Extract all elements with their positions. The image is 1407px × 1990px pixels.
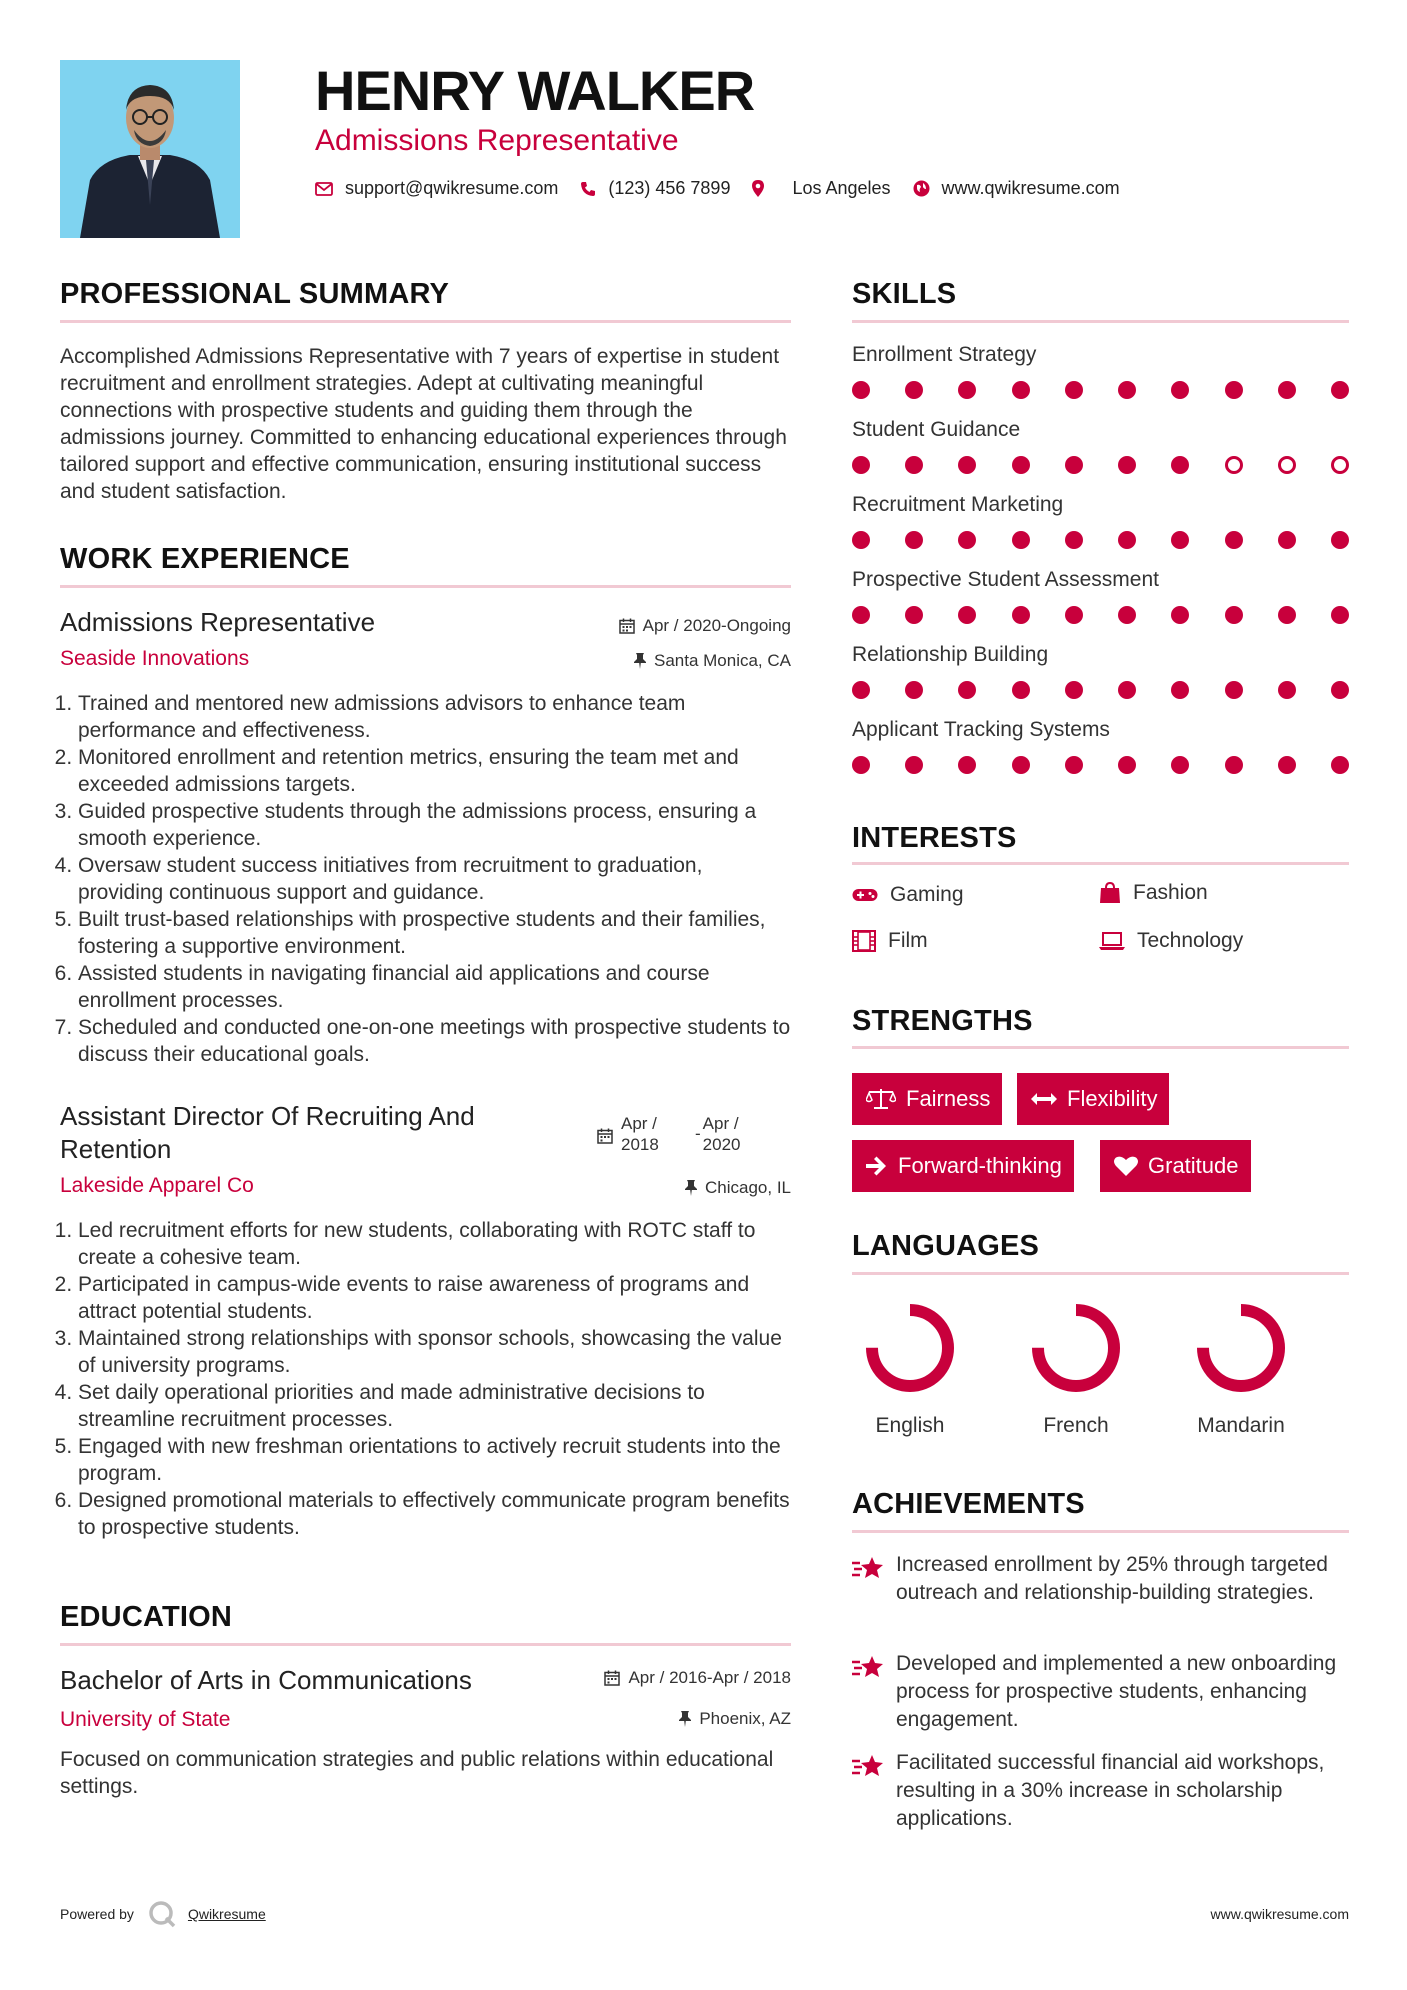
footer-website[interactable]: www.qwikresume.com (1210, 1906, 1349, 1922)
achievement-item (852, 1551, 1352, 1607)
language-gauge (1186, 1298, 1296, 1403)
rating-dot-empty (1331, 456, 1349, 474)
work-heading: WORK EXPERIENCE (60, 543, 350, 575)
rating-dot-filled (1118, 606, 1136, 624)
job-location (634, 651, 791, 671)
profile-photo (60, 60, 240, 238)
language-label: French (1043, 1414, 1109, 1437)
skill-name: Student Guidance (852, 418, 1021, 441)
rating-dot-filled (1171, 681, 1189, 699)
rating-dot-filled (958, 531, 976, 549)
rating-dot-filled (1065, 756, 1083, 774)
rating-dot-filled (905, 681, 923, 699)
achievement-text: Increased enrollment by 25% through targeted outreach and relationship-building strategies. (896, 1553, 1328, 1604)
list-item: 7. Scheduled and conducted one-on-one meetings with prospective students to discuss their educational goals. (78, 1014, 791, 1068)
skill-rating (852, 531, 1349, 551)
job-title: Admissions Representative (60, 607, 376, 637)
rating-dot-empty (1225, 456, 1243, 474)
strength-badge (852, 1140, 1074, 1192)
rating-dot-filled (1065, 381, 1083, 399)
education-location-text: Phoenix, AZ (699, 1709, 791, 1728)
job-duties-list (60, 1217, 791, 1541)
interest-label: Technology (1137, 929, 1244, 952)
balance-scale-icon (866, 1088, 896, 1110)
laptop-icon (1099, 931, 1125, 951)
language-progress-arc (872, 1310, 948, 1386)
rating-dot-filled (1012, 456, 1030, 474)
rating-dot-filled (1065, 456, 1083, 474)
candidate-title: Admissions Representative (315, 124, 679, 157)
rating-dot-filled (905, 381, 923, 399)
job-dates (597, 1114, 753, 1155)
language-gauge (855, 1298, 965, 1403)
interest-label: Gaming (890, 883, 964, 906)
calendar-icon (619, 618, 635, 634)
rating-dot-filled (905, 531, 923, 549)
rating-dot-filled (1012, 756, 1030, 774)
skill-name: Relationship Building (852, 643, 1049, 666)
candidate-name: HENRY WALKER (315, 59, 755, 122)
skill-name: Enrollment Strategy (852, 343, 1037, 366)
list-item: 3. Maintained strong relationships with sponsor schools, showcasing the value of university programs. (78, 1325, 791, 1379)
rating-dot-filled (1118, 681, 1136, 699)
achievement-item (852, 1749, 1352, 1833)
heart-icon (1114, 1156, 1138, 1177)
rating-dot-filled (1171, 606, 1189, 624)
job-location (685, 1178, 791, 1198)
job-date-start: Apr / 2018 (621, 1114, 659, 1154)
achievements-divider (852, 1530, 1349, 1533)
rating-dot-filled (852, 456, 870, 474)
rating-dot-filled (1278, 756, 1296, 774)
interest-label: Fashion (1133, 881, 1208, 904)
job-title: Assistant Director Of Recruiting And Retention (60, 1101, 475, 1164)
achievement-text: Developed and implemented a new onboarding process for prospective students, enhancing engagement. (896, 1652, 1337, 1731)
rating-dot-empty (1278, 456, 1296, 474)
list-item: 6. Assisted students in navigating financial aid applications and course enrollment processes. (78, 960, 791, 1014)
contact-bar (315, 178, 1142, 199)
achievements-heading: ACHIEVEMENTS (852, 1488, 1085, 1520)
interest-fashion (1099, 881, 1208, 905)
strength-label: Flexibility (1067, 1086, 1158, 1111)
rating-dot-filled (1331, 381, 1349, 399)
rating-dot-filled (1171, 381, 1189, 399)
skill-rating (852, 606, 1349, 626)
contact-location (752, 178, 890, 199)
rating-dot-filled (905, 456, 923, 474)
shopping-bag-icon (1099, 882, 1121, 904)
rating-dot-filled (1118, 456, 1136, 474)
rating-dot-filled (1171, 531, 1189, 549)
job-company: Lakeside Apparel Co (60, 1174, 254, 1197)
rating-dot-filled (1012, 381, 1030, 399)
strengths-divider (852, 1046, 1349, 1049)
rating-dot-filled (1225, 756, 1243, 774)
job-location-text: Chicago, IL (705, 1178, 791, 1197)
language-label: English (875, 1414, 945, 1437)
strength-badge (1100, 1140, 1251, 1192)
rating-dot-filled (1278, 381, 1296, 399)
contact-phone[interactable] (580, 178, 730, 199)
language-label: Mandarin (1197, 1414, 1285, 1437)
work-divider (60, 585, 791, 588)
skills-divider (852, 320, 1349, 323)
rating-dot-filled (1225, 531, 1243, 549)
summary-divider (60, 320, 791, 323)
rating-dot-filled (1118, 756, 1136, 774)
education-divider (60, 1643, 791, 1646)
rating-dot-filled (905, 606, 923, 624)
rating-dot-filled (852, 381, 870, 399)
rating-dot-filled (958, 606, 976, 624)
arrow-right-icon (866, 1156, 888, 1176)
contact-email[interactable] (315, 178, 558, 199)
website-text: www.qwikresume.com (941, 178, 1120, 198)
language-ring (860, 1298, 960, 1398)
gamepad-icon (852, 887, 878, 903)
summary-text: Accomplished Admissions Representative with 7 years of expertise in student recruitment and enrollment strategies. Adept at cultivating meaningful connections with prospective students and guiding them through the admissions journey. Committed to enhancing educational experiences through tailored support and effective communication, ensuring institutional success and student satisfaction. (60, 345, 787, 503)
achievement-item (852, 1650, 1352, 1734)
rating-dot-filled (1225, 681, 1243, 699)
list-item: 4. Oversaw student success initiatives from recruitment to graduation, providing continuous support and guidance. (78, 852, 791, 906)
strength-badge (1017, 1073, 1169, 1125)
list-item: 4. Set daily operational priorities and made administrative decisions to streamline recruitment processes. (78, 1379, 791, 1433)
language-progress-arc (1038, 1310, 1114, 1386)
list-item: 1. Led recruitment efforts for new students, collaborating with ROTC staff to create a cohesive team. (78, 1217, 791, 1271)
education-dates (604, 1668, 791, 1688)
globe-icon (913, 180, 930, 197)
pushpin-icon (685, 1180, 697, 1196)
interests-divider (852, 862, 1349, 865)
achievement-text: Facilitated successful financial aid workshops, resulting in a 30% increase in scholarship applications. (896, 1751, 1325, 1830)
school-name: University of State (60, 1708, 231, 1731)
rating-dot-filled (905, 756, 923, 774)
rating-dot-filled (852, 531, 870, 549)
interest-film (852, 929, 928, 953)
shooting-star-icon (852, 1753, 884, 1779)
rating-dot-filled (852, 606, 870, 624)
skill-rating (852, 681, 1349, 701)
interest-gaming (852, 883, 964, 907)
rating-dot-filled (1331, 606, 1349, 624)
map-pin-icon (752, 180, 764, 197)
film-icon (852, 930, 876, 952)
job-company: Seaside Innovations (60, 647, 250, 670)
rating-dot-filled (958, 681, 976, 699)
rating-dot-filled (852, 756, 870, 774)
education-heading: EDUCATION (60, 1601, 233, 1633)
rating-dot-filled (1012, 531, 1030, 549)
rating-dot-filled (1012, 681, 1030, 699)
powered-by-text: Powered by (60, 1906, 134, 1922)
skill-name: Prospective Student Assessment (852, 568, 1159, 591)
languages-heading: LANGUAGES (852, 1230, 1040, 1262)
rating-dot-filled (958, 381, 976, 399)
skills-heading: SKILLS (852, 278, 957, 310)
strength-badge (852, 1073, 1002, 1125)
rating-dot-filled (1171, 456, 1189, 474)
rating-dot-filled (1225, 606, 1243, 624)
rating-dot-filled (852, 681, 870, 699)
rating-dot-filled (1012, 606, 1030, 624)
envelope-icon (315, 182, 333, 196)
shooting-star-icon (852, 1654, 884, 1680)
language-ring (1026, 1298, 1126, 1398)
skill-name: Applicant Tracking Systems (852, 718, 1110, 741)
pushpin-icon (679, 1711, 691, 1727)
pushpin-icon (634, 653, 646, 669)
job-location-text: Santa Monica, CA (653, 651, 791, 670)
list-item: 1. Trained and mentored new admissions advisors to enhance team performance and effectiveness. (78, 690, 791, 744)
strength-label: Gratitude (1148, 1153, 1239, 1178)
phone-icon (580, 181, 596, 197)
list-item: 5. Engaged with new freshman orientations to actively recruit students into the program. (78, 1433, 791, 1487)
education-location (679, 1709, 791, 1729)
shooting-star-icon (852, 1555, 884, 1581)
email-text: support@qwikresume.com (345, 178, 559, 198)
list-item: 6. Designed promotional materials to effectively communicate program benefits to prospective students. (78, 1487, 791, 1541)
languages-divider (852, 1272, 1349, 1275)
skill-rating (852, 381, 1349, 401)
job-date-end: Apr / 2020 (702, 1114, 741, 1154)
degree-title: Bachelor of Arts in Communications (60, 1665, 472, 1695)
job-dates (619, 616, 791, 636)
phone-text: (123) 456 7899 (608, 178, 731, 198)
strength-label: Fairness (906, 1086, 991, 1111)
list-item: 2. Monitored enrollment and retention metrics, ensuring the team met and exceeded admissions targets. (78, 744, 791, 798)
language-gauge (1021, 1298, 1131, 1403)
education-dates-text: Apr / 2016-Apr / 2018 (628, 1668, 791, 1687)
language-ring (1191, 1298, 1291, 1398)
education-description: Focused on communication strategies and public relations within educational settings. (60, 1748, 774, 1798)
rating-dot-filled (1278, 681, 1296, 699)
strengths-heading: STRENGTHS (852, 1005, 1033, 1037)
rating-dot-filled (1118, 381, 1136, 399)
rating-dot-filled (958, 756, 976, 774)
rating-dot-filled (1331, 681, 1349, 699)
location-text: Los Angeles (792, 178, 891, 198)
summary-heading: PROFESSIONAL SUMMARY (60, 278, 450, 310)
rating-dot-filled (1171, 756, 1189, 774)
rating-dot-filled (1225, 381, 1243, 399)
interest-label: Film (888, 929, 928, 952)
skill-rating (852, 456, 1349, 476)
arrows-horizontal-icon (1031, 1092, 1057, 1106)
qwikresume-link[interactable]: Qwikresume (187, 1906, 266, 1922)
rating-dot-filled (1331, 756, 1349, 774)
calendar-icon (597, 1128, 613, 1144)
strength-label: Forward-thinking (898, 1153, 1062, 1178)
rating-dot-filled (1065, 606, 1083, 624)
language-progress-arc (1203, 1310, 1279, 1386)
job-duties-list (60, 690, 791, 1068)
footer-branding (60, 1900, 266, 1928)
qwikresume-logo-icon (148, 1900, 176, 1928)
interests-heading: INTERESTS (852, 822, 1017, 854)
rating-dot-filled (1065, 681, 1083, 699)
skill-rating (852, 756, 1349, 776)
list-item: 2. Participated in campus-wide events to raise awareness of programs and attract potential students. (78, 1271, 791, 1325)
rating-dot-filled (1278, 606, 1296, 624)
date-separator: - (695, 1124, 701, 1143)
calendar-icon (604, 1670, 620, 1686)
skill-name: Recruitment Marketing (852, 493, 1064, 516)
rating-dot-filled (1065, 531, 1083, 549)
rating-dot-filled (958, 456, 976, 474)
interest-technology (1099, 929, 1243, 953)
rating-dot-filled (1118, 531, 1136, 549)
rating-dot-filled (1331, 531, 1349, 549)
rating-dot-filled (1278, 531, 1296, 549)
list-item: 3. Guided prospective students through the admissions process, ensuring a smooth experience. (78, 798, 791, 852)
list-item: 5. Built trust-based relationships with prospective students and their families, fostering a supportive environment. (78, 906, 791, 960)
contact-website[interactable] (913, 178, 1120, 199)
job-dates-text: Apr / 2020-Ongoing (642, 616, 791, 635)
